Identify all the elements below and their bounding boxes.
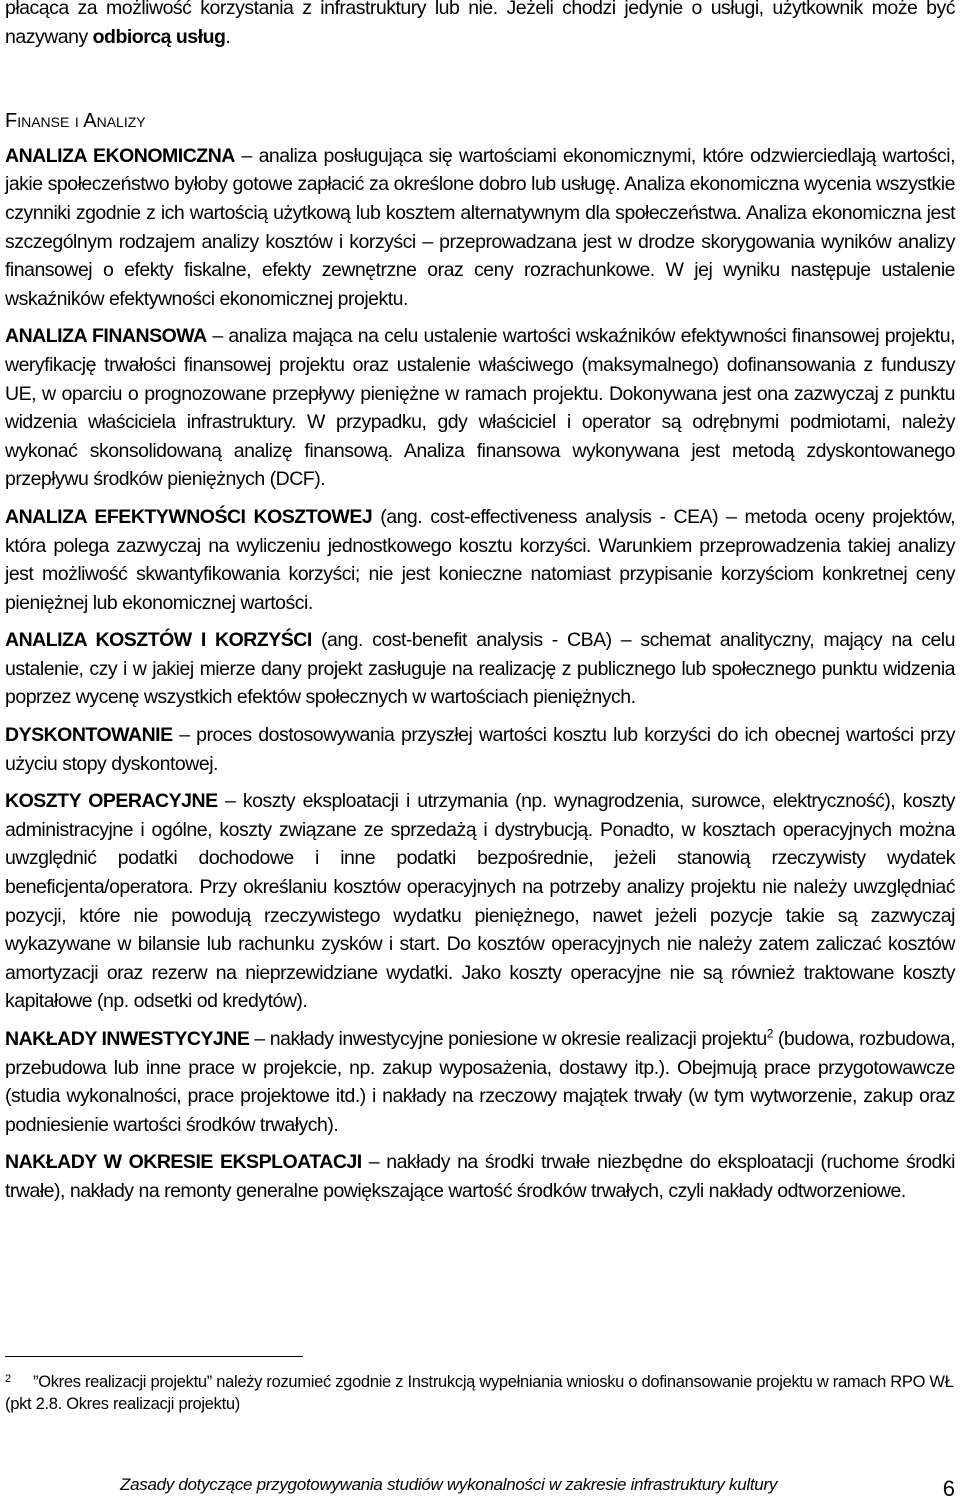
- intro-bold-term: odbiorcą usług: [92, 25, 226, 48]
- entry-term: ANALIZA EKONOMICZNA: [5, 144, 235, 167]
- glossary-entry: [5, 787, 955, 1016]
- entry-definition: – nakłady na środki trwałe niezbędne do eksploatacji (ruchome środki trwałe), nakłady na remonty generalne powiększające wartość środków trwałych, czyli nakłady odtworzeniowe.: [5, 1151, 955, 1202]
- entry-term: NAKŁADY INWESTYCYJNE: [5, 1028, 250, 1050]
- entry-term: NAKŁADY W OKRESIE EKSPLOATACJI: [5, 1151, 362, 1174]
- entry-definition-continued: (budowa, rozbudowa, przebudowa lub inne prace w projekcie, np. zakup wyposażenia, dostawy itp.). Obejmują prace przygotowawcze (studia wykonalności, prace projektowe itd.) i nakłady na rzeczowy majątek trwały (w tym wytworzenie, zakup oraz podniesienie wartości środków trwałych).: [5, 1028, 955, 1136]
- glossary-entry: [5, 1148, 955, 1205]
- glossary-entry: [5, 322, 955, 494]
- entry-term: ANALIZA KOSZTÓW I KORZYŚCI: [5, 629, 312, 652]
- document-body: [5, 0, 955, 1206]
- entry-term: ANALIZA FINANSOWA: [5, 325, 207, 348]
- glossary-entry: [5, 626, 955, 712]
- page-footer: [120, 1475, 950, 1495]
- intro-paragraph: [5, 0, 955, 51]
- entry-definition: – analiza mająca na celu ustalenie wartości wskaźników efektywności finansowej projektu, weryfikację trwałości finansowej projektu oraz ustalenie właściwego (maksymalnego) dofinansowania z funduszy UE, w oparciu o prognozowane przepływy pieniężne w ramach projektu. Dokonywana jest ona zazwyczaj z punktu widzenia właściciela infrastruktury. W przypadku, gdy właściciel i operator są odrębnymi podmiotami, należy wykonać skonsolidowaną analizę finansową. Analiza finansowa wykonywana jest metodą zdyskontowanego przepływu środków pieniężnych (DCF).: [5, 325, 955, 491]
- entry-definition: – analiza posługująca się wartościami ekonomicznymi, które odzwierciedlają wartości, jakie społeczeństwo byłoby gotowe zapłacić za określone dobro lub usługę. Analiza ekonomiczna wycenia wszystkie czynniki zgodnie z ich wartością użytkową lub kosztem alternatywnym dla społeczeństwa. Analiza ekonomiczna jest szczególnym rodzajem analizy kosztów i korzyści – przeprowadzana jest w drodze skorygowania wyników analizy finansowej o efekty fiskalne, efekty zewnętrzne oraz ceny rozrachunkowe. W jej wyniku następuje ustalenie wskaźników efektywności ekonomicznej projektu.: [5, 144, 955, 310]
- footnote-reference[interactable]: 2: [766, 1026, 773, 1041]
- entry-definition: – proces dostosowywania przyszłej wartości kosztu lub korzyści do ich obecnej wartości przy użyciu stopy dyskontowej.: [5, 724, 955, 775]
- section-title: Finanse i Analizy: [5, 110, 146, 133]
- footnote-text: ”Okres realizacji projektu” należy rozumieć zgodnie z Instrukcją wypełniania wniosku o dofinansowanie projektu w ramach RPO WŁ (pkt 2.8. Okres realizacji projektu): [5, 1373, 954, 1413]
- footer-text: Zasady dotyczące przygotowywania studiów wykonalności w zakresie infrastruktury kultury: [120, 1475, 778, 1494]
- entry-definition: – koszty eksploatacji i utrzymania (np. wynagrodzenia, surowce, elektryczność), koszty administracyjne i ogólne, koszty związane ze sprzedażą i dystrybucją. Ponadto, w kosztach operacyjnych można uwzględnić podatki dochodowe i inne podatki bezpośrednie, jeżeli stanowią rzeczywisty wydatek beneficjenta/operatora. Przy określaniu kosztów operacyjnych na potrzeby analizy projektu nie należy uwzględniać pozycji, które nie powodują rzeczywistego wydatku pieniężnego, nawet jeżeli pozycje takie są zazwyczaj wykazywane w bilansie lub rachunku zysków i start. Do kosztów operacyjnych nie należy zatem zaliczać kosztów amortyzacji oraz rezerw na nieprzewidziane wydatki. Jako koszty operacyjne nie są również traktowane koszty kapitałowe (np. odsetki od kredytów).: [5, 790, 955, 1013]
- entry-term: ANALIZA EFEKTYWNOŚCI KOSZTOWEJ: [5, 505, 373, 528]
- footnote-divider: [5, 1356, 303, 1357]
- entry-term: KOSZTY OPERACYJNE: [5, 790, 218, 813]
- footnote: [5, 1368, 955, 1415]
- entry-term: DYSKONTOWANIE: [5, 724, 173, 747]
- intro-text-end: .: [225, 25, 231, 48]
- glossary-entry: [5, 503, 955, 617]
- intro-text: płacąca za możliwość korzystania z infrastruktury lub nie. Jeżeli chodzi jedynie o usługi, użytkownik może być nazywany: [5, 0, 955, 48]
- entry-definition: – nakłady inwestycyjne poniesione w okresie realizacji projektu: [249, 1028, 767, 1050]
- glossary-entry: [5, 142, 955, 314]
- page-number: 6: [942, 1476, 955, 1501]
- glossary-entry: [5, 721, 955, 778]
- glossary-entry: [5, 1025, 955, 1139]
- entry-definition: (ang. cost-benefit analysis - CBA) – schemat analityczny, mający na celu ustalenie, czy i w jakiej mierze dany projekt zasługuje na realizację z publicznego lub społecznego punktu widzenia poprzez wycenę wszystkich efektów społecznych w wartościach pieniężnych.: [5, 629, 955, 709]
- entry-definition: (ang. cost-effectiveness analysis - CEA) – metoda oceny projektów, która polega zazwyczaj na wyliczeniu jednostkowego kosztu korzyści. Warunkiem przeprowadzenia takiej analizy jest możliwość skwantyfikowania korzyści; nie jest konieczne natomiast przypisanie korzyściom konkretnej ceny pieniężnej lub ekonomicznej wartości.: [5, 505, 956, 614]
- footnote-number: 2: [5, 1373, 11, 1385]
